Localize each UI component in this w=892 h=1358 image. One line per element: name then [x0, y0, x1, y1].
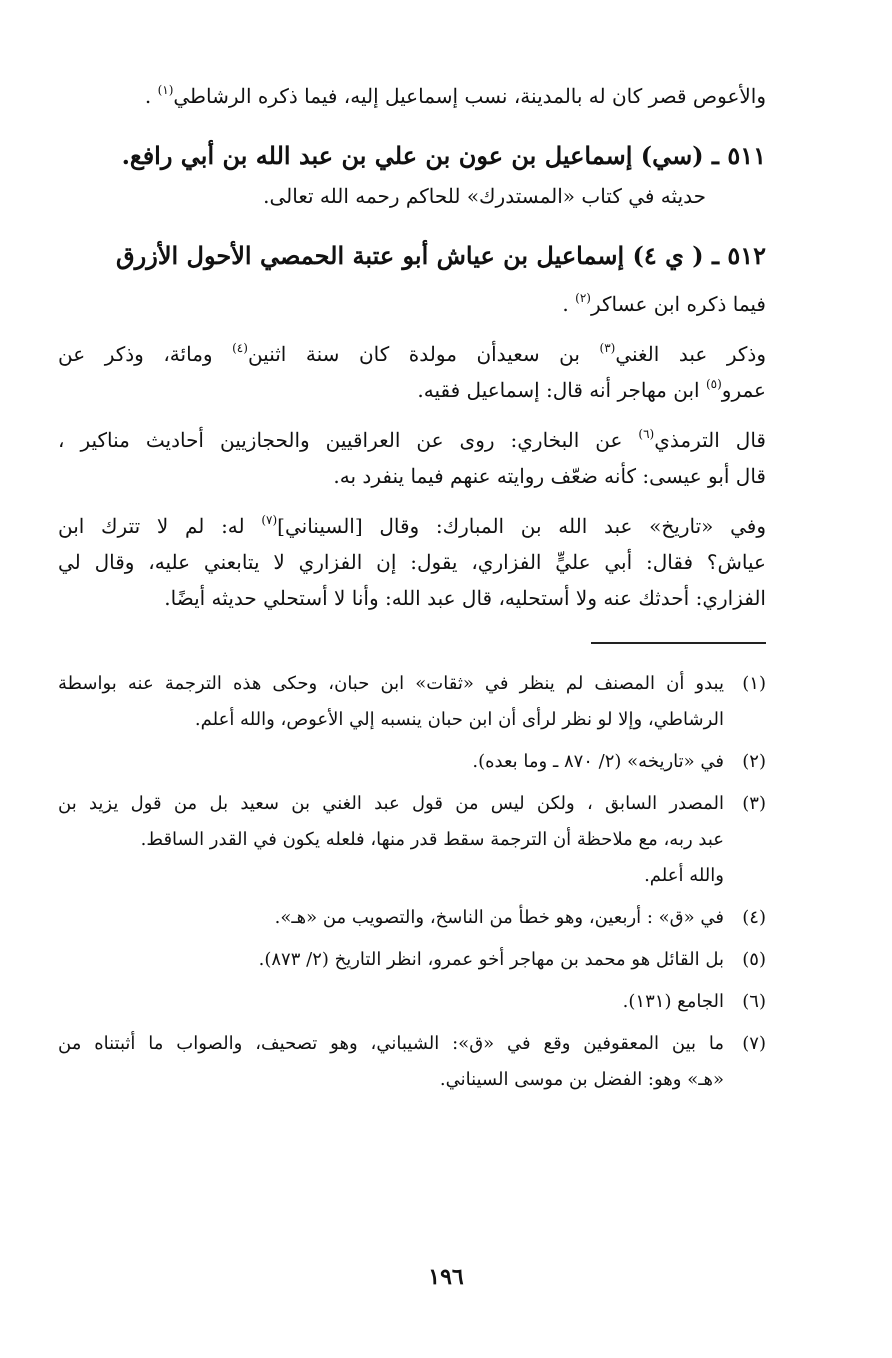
footnote-ref-5: (٥) [705, 377, 722, 391]
footnote-body [58, 666, 724, 738]
ghani-text-a: وذكر عبد الغني [615, 342, 766, 366]
footnote-number: (٤) [742, 907, 766, 928]
page-number: ١٩٦ [428, 1264, 464, 1290]
footnote-7 [58, 1026, 766, 1098]
intro-paragraph [58, 78, 766, 114]
ghani-text-e: ابن مهاجر أنه قال: إسماعيل فقيه. [417, 378, 706, 402]
intro-text: والأعوص قصر كان له بالمدينة، نسب إسماعيل إليه، فيما ذكره الرشاطي [173, 84, 766, 108]
tarikh-text-b: له: لم لا تترك ابن [58, 514, 262, 538]
footnote-line: في «ق» : أربعين، وهو خطأ من الناسخ، والتصويب من «هـ». [274, 907, 724, 928]
footnote-line: ما بين المعقوفين وقع في «ق»: الشيباني، وهو تصحيف، والصواب ما أثبتناه من [58, 1033, 724, 1054]
footnote-line: عبد ربه، مع ملاحظة أن الترجمة سقط قدر منها، فلعله يكون في القدر الساقط. [140, 829, 724, 850]
footnote-line: يبدو أن المصنف لم ينظر في «ثقات» ابن حبان، وحكى هذه الترجمة عنه بواسطة [58, 673, 724, 694]
footnote-2 [58, 744, 766, 780]
tirmidhi-text-a: قال الترمذي [654, 428, 766, 452]
ghani-paragraph [58, 336, 766, 408]
footnote-ref-3: (٣) [599, 341, 616, 355]
footnote-ref-7: (٧) [261, 513, 278, 527]
entry-512-source: فيما ذكره ابن عساكر [590, 292, 766, 316]
intro-end: . [144, 84, 158, 108]
footnote-body [58, 786, 724, 894]
tirmidhi-line-2: قال أبو عيسى: كأنه ضعّف روايته عنهم فيما ينفرد به. [333, 464, 766, 488]
tirmidhi-line-1 [58, 422, 766, 458]
tirmidhi-paragraph [58, 422, 766, 494]
footnote-ref-4: (٤) [232, 341, 248, 355]
entry-511-heading: ٥١١ ـ (سي) إسماعيل بن عون بن علي بن عبد الله بن أبي رافع. [121, 141, 766, 170]
tirmidhi-text-b: عن البخاري: روى عن العراقيين والحجازيين أحاديث مناكير ، [58, 428, 639, 452]
entry-511-text: حديثه في كتاب «المستدرك» للحاكم رحمه الله تعالى. [263, 184, 706, 208]
footnote-6 [58, 984, 766, 1020]
entry-512-heading: ٥١٢ ـ ( ي ٤) إسماعيل بن عياش أبو عتبة الحمصي الأحول الأزرق [116, 241, 766, 270]
footnotes [58, 666, 766, 1098]
footnote-line: في «تاريخه» (٢/ ٨٧٠ ـ وما بعده). [472, 751, 724, 772]
footnote-4 [58, 900, 766, 936]
footnote-ref-6: (٦) [638, 427, 655, 441]
footnote-line: «هـ» وهو: الفضل بن موسى السيناني. [439, 1069, 724, 1090]
ghani-line-1 [58, 336, 766, 372]
tarikh-paragraph [58, 508, 766, 616]
ghani-text-b: بن سعيدأن مولدة كان سنة اثنين [247, 342, 600, 366]
footnote-line: المصدر السابق ، ولكن ليس من قول عبد الغني بن سعيد بل من قول يزيد بن [58, 793, 724, 814]
tarikh-line-2: عياش؟ فقال: أبي عليٍّ الفزاري، يقول: إن الفزاري لا يتابعني عليه، وقال لي [58, 550, 766, 574]
footnote-number: (٥) [742, 949, 766, 970]
tarikh-text-a: وفي «تاريخ» عبد الله بن المبارك: وقال [السيناني] [277, 514, 767, 538]
page-content [58, 78, 766, 1104]
entry-512-text [58, 286, 766, 322]
footnote-line: الرشاطي، وإلا لو نظر لرأى أن ابن حبان ينسبه إلي الأعوص، والله أعلم. [194, 709, 724, 730]
footnote-ref-1: (١) [157, 83, 174, 97]
entry-512-end: . [562, 292, 576, 316]
footnote-number: (٧) [742, 1033, 766, 1054]
tarikh-line-1 [58, 508, 766, 544]
footnote-number: (٣) [742, 793, 766, 814]
tarikh-line-3: الفزاري: أحدثك عنه ولا أستحليه، قال عبد الله: وأنا لا أستحلي حديثه أيضًا. [164, 586, 766, 610]
ghani-line-2 [58, 372, 766, 408]
footnote-1 [58, 666, 766, 738]
footnote-line: الجامع (١٣١). [622, 991, 724, 1012]
footnote-3 [58, 786, 766, 894]
footnote-line: بل القائل هو محمد بن مهاجر أخو عمرو، انظر التاريخ (٢/ ٨٧٣). [258, 949, 724, 970]
footnote-ref-2: (٢) [575, 291, 591, 305]
footnote-body [58, 744, 724, 780]
ghani-text-d: عمرو [721, 378, 766, 402]
footnote-body [58, 1026, 724, 1098]
footnote-body [58, 942, 724, 978]
ghani-text-c: ومائة، وذكر عن [58, 342, 233, 366]
footnote-body [58, 984, 724, 1020]
footnote-number: (١) [742, 673, 766, 694]
footnote-body [58, 900, 724, 936]
footnote-divider [591, 642, 766, 644]
footnote-5 [58, 942, 766, 978]
footnote-number: (٢) [742, 751, 766, 772]
footnote-line: والله أعلم. [644, 865, 724, 886]
footnote-number: (٦) [742, 991, 766, 1012]
